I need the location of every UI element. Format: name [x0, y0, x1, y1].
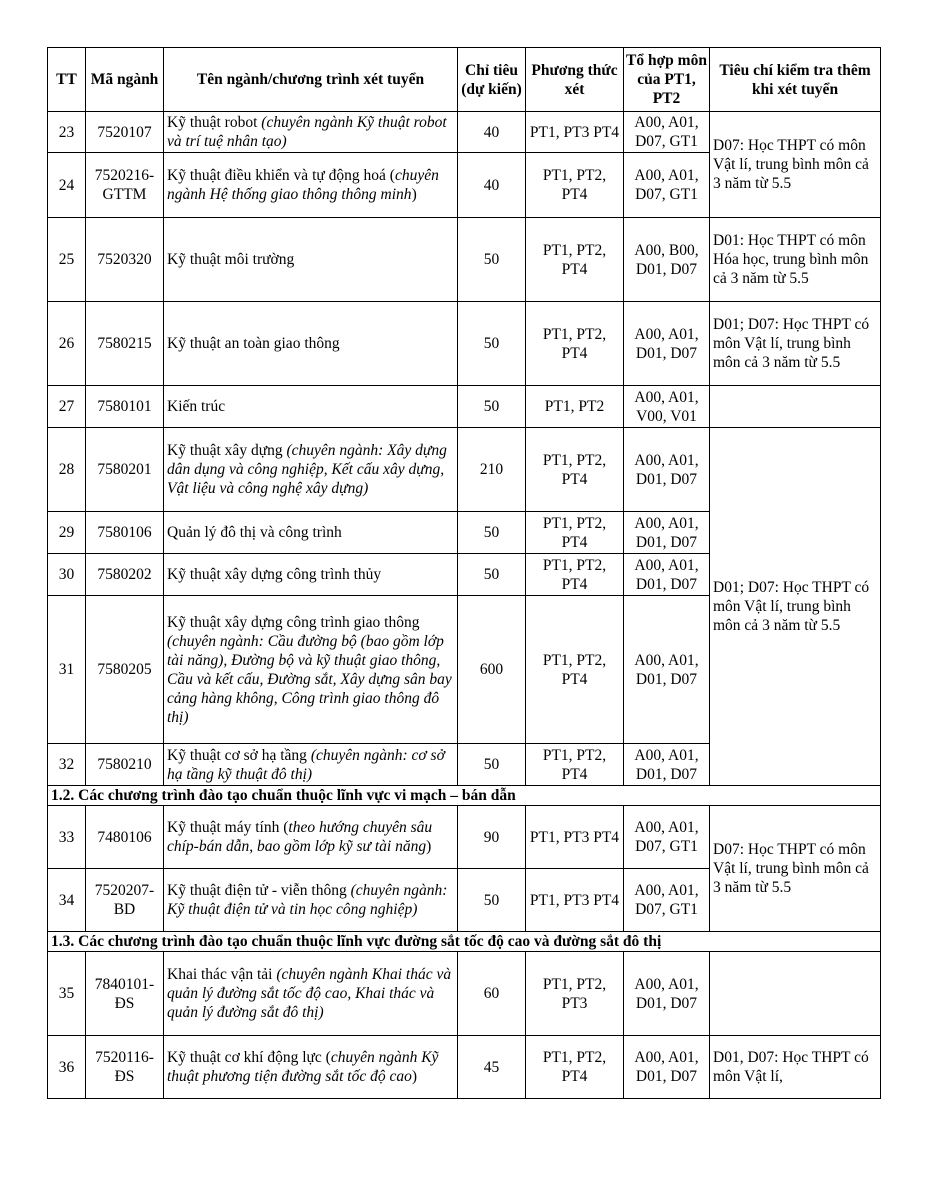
- row-phuong-thuc: PT1, PT3 PT4: [526, 869, 624, 932]
- row-ma-nganh: 7520207-BD: [86, 869, 164, 932]
- section-heading-duong-sat: 1.3. Các chương trình đào tạo chuẩn thuộc lĩnh vực đường sắt tốc độ cao và đường sắt đô thị: [48, 932, 881, 952]
- header-ma-nganh: Mã ngành: [86, 48, 164, 112]
- row-phuong-thuc: PT1, PT3 PT4: [526, 112, 624, 153]
- row-ma-nganh: 7520116-ĐS: [86, 1036, 164, 1099]
- row-chi-tieu: 50: [458, 554, 526, 596]
- program-name: Kỹ thuật xây dựng: [167, 442, 287, 459]
- row-phuong-thuc: PT1, PT2, PT4: [526, 428, 624, 512]
- row-ten-nganh: [164, 153, 458, 218]
- program-specialization: (chuyên ngành: Cầu đường bộ (bao gồm lớp tài năng), Đường bộ và kỹ thuật giao thông, Cầu và kết cấu, Đường sắt, Xây dựng sân bay cảng hàng không, Công trình giao thông đô thị): [167, 632, 452, 726]
- row-chi-tieu: 90: [458, 806, 526, 869]
- row-phuong-thuc: PT1, PT2, PT4: [526, 596, 624, 744]
- row-ten-nganh: [164, 596, 458, 744]
- row-tieu-chi: [710, 386, 881, 428]
- section-heading-vi-mach: 1.2. Các chương trình đào tạo chuẩn thuộc lĩnh vực vi mạch – bán dẫn: [48, 786, 881, 806]
- row-tt: 29: [48, 512, 86, 554]
- row-ma-nganh: 7520320: [86, 218, 164, 302]
- program-specialization: (chuyên ngành: Kỹ thuật điện tử và tin học công nghiệp): [167, 882, 448, 918]
- row-chi-tieu: 50: [458, 302, 526, 386]
- row-tt: 36: [48, 1036, 86, 1099]
- row-tieu-chi: D01, D07: Học THPT có môn Vật lí,: [710, 1036, 881, 1099]
- row-ma-nganh: 7520107: [86, 112, 164, 153]
- row-tt: 31: [48, 596, 86, 744]
- program-specialization: (chuyên ngành: cơ sở hạ tầng kỹ thuật đô thị): [167, 746, 445, 783]
- row-chi-tieu: 40: [458, 153, 526, 218]
- row-tt: 30: [48, 554, 86, 596]
- row-phuong-thuc: PT1, PT3 PT4: [526, 806, 624, 869]
- admissions-table: [47, 47, 881, 1099]
- row-chi-tieu: 50: [458, 869, 526, 932]
- row-chi-tieu: 50: [458, 218, 526, 302]
- row-ma-nganh: 7840101-ĐS: [86, 952, 164, 1036]
- row-chi-tieu: 50: [458, 512, 526, 554]
- row-tt: 26: [48, 302, 86, 386]
- row-ten-nganh: [164, 869, 458, 932]
- row-to-hop: A00, A01, D07, GT1: [624, 153, 710, 218]
- program-name: Kỹ thuật điện tử - viễn thông: [167, 882, 351, 899]
- table-row: [48, 302, 881, 386]
- header-to-hop: Tổ hợp môn của PT1, PT2: [624, 48, 710, 112]
- row-to-hop: A00, A01, D07, GT1: [624, 869, 710, 932]
- row-chi-tieu: 50: [458, 744, 526, 786]
- row-ma-nganh: 7580215: [86, 302, 164, 386]
- row-chi-tieu: 60: [458, 952, 526, 1036]
- table-row: [48, 386, 881, 428]
- row-tieu-chi: D01; D07: Học THPT có môn Vật lí, trung bình môn cả 3 năm từ 5.5: [710, 428, 881, 786]
- table-row: [48, 112, 881, 153]
- row-ma-nganh: 7580106: [86, 512, 164, 554]
- table-row: [48, 806, 881, 869]
- row-ma-nganh: 7580210: [86, 744, 164, 786]
- row-ten-nganh: Kiến trúc: [164, 386, 458, 428]
- row-phuong-thuc: PT1, PT2, PT4: [526, 512, 624, 554]
- program-name: Kỹ thuật xây dựng công trình giao thông: [167, 613, 420, 631]
- program-name: Kỹ thuật cơ khí động lực (: [167, 1049, 331, 1066]
- program-specialization: chuyên ngành Kỹ thuật phương tiện đường sắt tốc độ cao: [167, 1049, 439, 1085]
- header-tt: TT: [48, 48, 86, 112]
- row-tieu-chi: D01: Học THPT có môn Hóa học, trung bình môn cả 3 năm từ 5.5: [710, 218, 881, 302]
- row-tieu-chi: D07: Học THPT có môn Vật lí, trung bình môn cả 3 năm từ 5.5: [710, 806, 881, 932]
- program-specialization: theo hướng chuyên sâu chíp-bán dẫn, bao gồm lớp kỹ sư tài năng: [167, 819, 433, 855]
- row-tieu-chi: [710, 952, 881, 1036]
- row-tieu-chi: D07: Học THPT có môn Vật lí, trung bình môn cả 3 năm từ 5.5: [710, 112, 881, 218]
- table-row: [48, 218, 881, 302]
- row-to-hop: A00, A01, V00, V01: [624, 386, 710, 428]
- program-name-tail: ): [426, 838, 432, 855]
- row-tt: 23: [48, 112, 86, 153]
- row-to-hop: A00, A01, D07, GT1: [624, 112, 710, 153]
- row-tt: 28: [48, 428, 86, 512]
- table-row: [48, 428, 881, 512]
- header-chi-tieu: Chỉ tiêu (dự kiến): [458, 48, 526, 112]
- row-chi-tieu: 40: [458, 112, 526, 153]
- row-to-hop: A00, A01, D01, D07: [624, 952, 710, 1036]
- program-specialization: (chuyên ngành: Xây dựng dân dụng và công nghiệp, Kết cấu xây dựng, Vật liệu và công nghệ xây dựng): [167, 442, 447, 497]
- header-tieu-chi: Tiêu chí kiểm tra thêm khi xét tuyển: [710, 48, 881, 112]
- program-specialization: (chuyên ngành Kỹ thuật robot và trí tuệ nhân tạo): [167, 114, 447, 150]
- row-phuong-thuc: PT1, PT2, PT4: [526, 153, 624, 218]
- row-ten-nganh: [164, 806, 458, 869]
- row-to-hop: A00, A01, D01, D07: [624, 302, 710, 386]
- row-chi-tieu: 45: [458, 1036, 526, 1099]
- row-phuong-thuc: PT1, PT2, PT3: [526, 952, 624, 1036]
- program-name: Kỹ thuật cơ sở hạ tầng: [167, 746, 311, 764]
- row-tt: 24: [48, 153, 86, 218]
- row-phuong-thuc: PT1, PT2, PT4: [526, 554, 624, 596]
- program-name-tail: ): [411, 186, 417, 203]
- row-chi-tieu: 50: [458, 386, 526, 428]
- table-row: [48, 952, 881, 1036]
- row-phuong-thuc: PT1, PT2, PT4: [526, 744, 624, 786]
- row-tt: 34: [48, 869, 86, 932]
- row-ten-nganh: Kỹ thuật xây dựng công trình thủy: [164, 554, 458, 596]
- program-name: Khai thác vận tải: [167, 966, 277, 983]
- program-name: Kỹ thuật điều khiển và tự động hoá (: [167, 167, 395, 184]
- row-chi-tieu: 600: [458, 596, 526, 744]
- row-tt: 32: [48, 744, 86, 786]
- row-ten-nganh: [164, 744, 458, 786]
- row-to-hop: A00, A01, D07, GT1: [624, 806, 710, 869]
- row-to-hop: A00, A01, D01, D07: [624, 554, 710, 596]
- section-row: [48, 932, 881, 952]
- header-phuong-thuc: Phương thức xét: [526, 48, 624, 112]
- row-ten-nganh: Kỹ thuật môi trường: [164, 218, 458, 302]
- row-ten-nganh: [164, 112, 458, 153]
- section-row: [48, 786, 881, 806]
- row-ten-nganh: [164, 952, 458, 1036]
- row-ma-nganh: 7580202: [86, 554, 164, 596]
- row-to-hop: A00, B00, D01, D07: [624, 218, 710, 302]
- row-to-hop: A00, A01, D01, D07: [624, 1036, 710, 1099]
- program-specialization: chuyên ngành Hệ thống giao thông thông minh: [167, 167, 439, 203]
- row-phuong-thuc: PT1, PT2, PT4: [526, 218, 624, 302]
- row-ma-nganh: 7480106: [86, 806, 164, 869]
- program-name: Kỹ thuật máy tính (: [167, 819, 289, 836]
- row-ma-nganh: 7520216-GTTM: [86, 153, 164, 218]
- row-phuong-thuc: PT1, PT2, PT4: [526, 1036, 624, 1099]
- row-chi-tieu: 210: [458, 428, 526, 512]
- table-row: [48, 1036, 881, 1099]
- row-ten-nganh: Kỹ thuật an toàn giao thông: [164, 302, 458, 386]
- header-ten-nganh: Tên ngành/chương trình xét tuyển: [164, 48, 458, 112]
- row-to-hop: A00, A01, D01, D07: [624, 428, 710, 512]
- row-to-hop: A00, A01, D01, D07: [624, 744, 710, 786]
- row-phuong-thuc: PT1, PT2, PT4: [526, 302, 624, 386]
- row-tt: 33: [48, 806, 86, 869]
- program-name: Kỹ thuật robot: [167, 114, 262, 131]
- row-phuong-thuc: PT1, PT2: [526, 386, 624, 428]
- row-ma-nganh: 7580101: [86, 386, 164, 428]
- row-ma-nganh: 7580201: [86, 428, 164, 512]
- row-tt: 27: [48, 386, 86, 428]
- program-name-tail: ): [411, 1068, 418, 1085]
- row-ma-nganh: 7580205: [86, 596, 164, 744]
- row-to-hop: A00, A01, D01, D07: [624, 596, 710, 744]
- row-ten-nganh: [164, 1036, 458, 1099]
- row-to-hop: A00, A01, D01, D07: [624, 512, 710, 554]
- row-ten-nganh: [164, 428, 458, 512]
- row-ten-nganh: Quản lý đô thị và công trình: [164, 512, 458, 554]
- program-specialization: (chuyên ngành Khai thác và quản lý đường sắt tốc độ cao, Khai thác và quản lý đường sắt đô thị): [167, 966, 452, 1021]
- row-tieu-chi: D01; D07: Học THPT có môn Vật lí, trung bình môn cả 3 năm từ 5.5: [710, 302, 881, 386]
- row-tt: 35: [48, 952, 86, 1036]
- header-row: [48, 48, 881, 112]
- row-tt: 25: [48, 218, 86, 302]
